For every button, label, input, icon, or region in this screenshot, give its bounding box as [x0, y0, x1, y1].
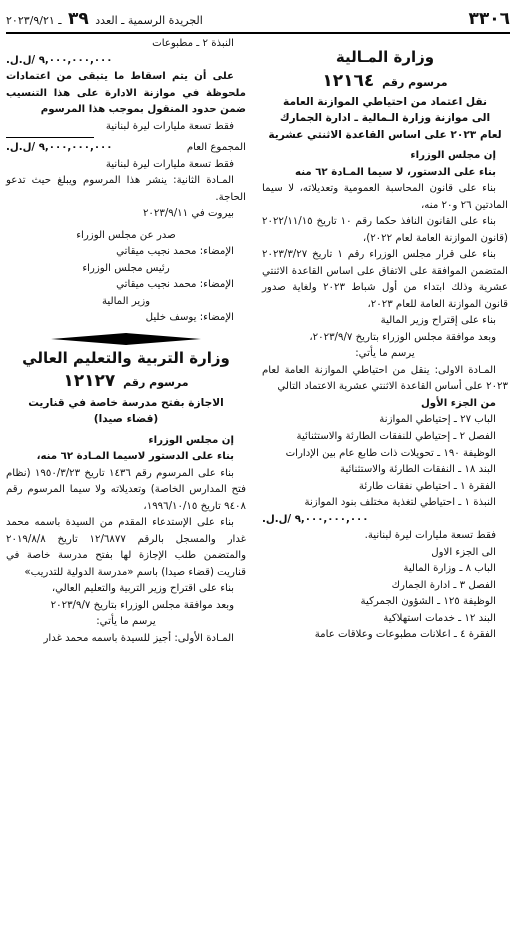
issued-by: صدر عن مجلس الوزراء	[76, 229, 176, 241]
signatory-title: رئيس مجلس الوزراء	[82, 262, 170, 274]
council-heading: إن مجلس الوزراء	[410, 150, 496, 162]
recital: بناء على إقتراح وزير المالية	[380, 315, 496, 327]
transfer-amount: ٩,٠٠٠,٠٠٠,٠٠٠ /ل.ل.	[262, 513, 369, 525]
gazette-title	[6, 9, 203, 29]
subject-line: الى موازنة وزارة الـمالية ـ ادارة الجمارك	[279, 112, 491, 125]
budget-item: الوظيفة ١٢٥ ـ الشؤون الجمركية	[360, 596, 496, 608]
right-column	[262, 36, 508, 644]
decree-label: مرسوم رقم	[382, 75, 448, 89]
constitution-clause: بناء على الدستور لاسيما المـادة ٦٢ منه،	[36, 451, 234, 463]
issue-date: ـ ٢٠٢٣/٩/٢١	[6, 14, 62, 27]
budget-item: الباب ٢٧ ـ إحتياطي الموازنة	[379, 414, 496, 426]
budget-item: البند ١٨ ـ النفقات الطارئة والاستثنائية	[340, 464, 496, 476]
signature: الإمضاء: محمد نجيب ميقاتي	[116, 279, 234, 291]
recital: بناء على قانون المحاسبة العمومية وتعديلاته، لا سيما المادتين ٢٦ و٢٠ منه،	[262, 183, 508, 211]
decree-number-line	[262, 69, 508, 95]
decree-number-line	[6, 369, 246, 395]
amount-in-words: فقط تسعة مليارات ليرة لبنانية.	[364, 530, 496, 542]
recital: بناء على الإستدعاء المقدم من السيدة باسمه محمد غدار والمسجل بالرقم ١٢/٦٨٧٧ تاريخ ٢٠١٩/٨/٨ والمتضمن طلب الإجازة لها بفتح مدرسة خاصة في قناريت (قضاء صيدا) باسم «مدرسة الدولية للتدريب»	[6, 517, 247, 578]
left-column	[6, 36, 246, 647]
article-one: المـادة الاولى: ينقل من احتياطي الموازنة العامة لعام ٢٠٢٣ على أساس القاعدة الاثنتي عشرية الاعتماد التالي	[262, 364, 508, 393]
article-two: المـادة الثانية: ينشر هذا المرسوم ويبلغ حيث تدعو الحاجة.	[6, 175, 246, 203]
decree-label: مرسوم رقم	[123, 376, 189, 390]
budget-item: الفقرة ١ ـ احتياطي نفقات طارئة	[358, 480, 496, 492]
budget-item: الفقرة ٤ ـ اعلانات مطبوعات وعلاقات عامة	[314, 629, 496, 641]
subject-line: الاجازة بفتح مدرسة خاصة في قناريت	[28, 396, 224, 409]
budget-item: الى الجزء الاول	[431, 546, 496, 558]
surplus-note: على أن يتم اسقاط ما يتبقى من اعتمادات ملحوظة في موازنة الادارة على هذا التنسيب ضمن حدود المنقول بموجب هذا المرسوم	[6, 71, 246, 116]
total-amount: ٩,٠٠٠,٠٠٠,٠٠٠ /ل.ل.	[6, 142, 113, 154]
council-heading: إن مجلس الوزراء	[148, 434, 234, 446]
ministry-title: وزارة التربية والتعليم العالي	[22, 348, 230, 367]
diamond-rule-icon	[51, 333, 201, 345]
issue-number: ٣٩	[68, 9, 89, 29]
recital: وبعد موافقة مجلس الوزراء بتاريخ ٢٠٢٣/٩/٧،	[309, 331, 496, 343]
page-header	[6, 6, 510, 34]
recital: بناء على القانون النافذ حكما رقم ١٠ تاريخ ٢٠٢٢/١١/١٥ (قانون الموازنة العامة لعام ٢٠٢٢)،	[262, 216, 508, 244]
signature: الإمضاء: محمد نجيب ميقاتي	[116, 246, 234, 258]
decree-subject	[6, 395, 246, 428]
budget-item: الباب ٨ ـ وزارة المالية	[403, 563, 496, 575]
total-rule	[6, 137, 94, 138]
subject-line: نقل اعتماد من احتياطي الموازنة العامة	[283, 96, 487, 108]
ministry-title: وزارة المـالية	[335, 48, 435, 66]
total-row	[6, 140, 246, 157]
page-number: ٣٣٠٦	[468, 9, 510, 29]
recital: وبعد موافقة مجلس الوزراء بتاريخ ٢٠٢٣/٩/٧	[50, 599, 234, 611]
budget-item: البند ١٢ ـ خدمات استهلاكية	[383, 612, 496, 624]
recital: بناء على المرسوم رقم ١٤٣٦ تاريخ ١٩٥٠/٣/٢٣ (نظام فتح المدارس الخاصة) وتعديلاته ولا سيما المرسوم رقم ٩٤٠٨ تاريخ ١٩٩٦/١٠/١٥،	[6, 467, 246, 512]
recital: بناء على قرار مجلس الوزراء رقم ١ تاريخ ٢٠٢٣/٣/٢٧ المتضمن الموافقة على الاتفاق على اساس القاعدة الاثنتي عشرية وذلك ابتداء من أول شباط ٢٠٢٣ ولغاية صدور قانون الموازنة العامة للعام ٢٠٢٣،	[262, 249, 509, 310]
amount-in-words: فقط تسعة مليارات ليرة لبنانية	[105, 158, 234, 170]
budget-item: الفصل ٢ ـ إحتياطي للنفقات الطارئة والاستثنائية	[296, 430, 496, 442]
decrees-line: يرسم ما يأتي:	[96, 616, 156, 628]
decree-number: ١٢١٢٧	[63, 371, 116, 392]
budget-item: النبذة ١ ـ احتياطي لتغذية مختلف بنود الموازنة	[304, 497, 496, 509]
transfer-amount: ٩,٠٠٠,٠٠٠,٠٠٠ /ل.ل.	[6, 54, 113, 66]
article-one: المـادة الأولى: أجيز للسيدة باسمه محمد غدار	[43, 632, 234, 644]
from-part-heading: من الجزء الأول	[420, 397, 496, 409]
subject-line: (قضاء صيدا)	[93, 413, 159, 426]
recital: بناء على اقتراح وزير التربية والتعليم العالي،	[51, 583, 234, 595]
signatory-title: وزير المالية	[101, 295, 151, 307]
decree-subject	[262, 94, 508, 143]
gazette-name: الجريدة الرسمية ـ العدد	[95, 14, 203, 27]
decree-number: ١٢١٦٤	[322, 70, 375, 91]
budget-item: الفصل ٣ ـ ادارة الجمارك	[391, 579, 496, 591]
constitution-clause: بناء على الدستور، لا سيما المـادة ٦٢ منه	[295, 166, 496, 178]
budget-item: الوظيفة ١٩٠ ـ تحويلات ذات طابع عام بين الإدارات	[285, 447, 496, 459]
signature: الإمضاء: يوسف خليل	[145, 312, 234, 324]
decrees-line: يرسم ما يأتي:	[355, 348, 415, 360]
total-label: المجموع العام	[186, 142, 246, 154]
place-and-date: بيروت في ٢٠٢٣/٩/١١	[142, 208, 234, 220]
budget-item: النبذة ٢ ـ مطبوعات	[152, 38, 234, 49]
amount-in-words: فقط تسعة مليارات ليرة لبنانية	[105, 120, 234, 132]
section-divider	[6, 333, 246, 345]
subject-line: لعام ٢٠٢٣ على اساس القاعدة الاثنتي عشرية	[268, 128, 502, 141]
